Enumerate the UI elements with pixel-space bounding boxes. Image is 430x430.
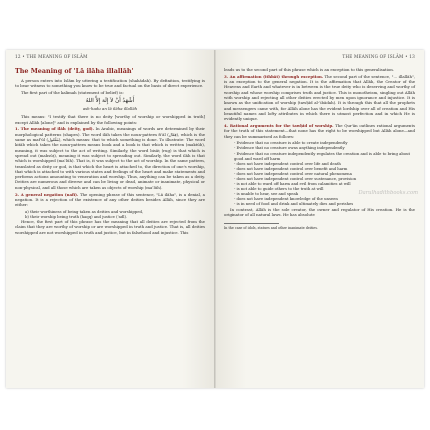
right-page: [215, 50, 424, 388]
gutter: [214, 50, 216, 388]
list-item: - Evidence that no creature is able to create independently: [234, 140, 348, 146]
point-4-body: The Qur'ān outlines rational arguments for the truth of this statement—that none has the right to be worshipped but Allāh alone—and they can be summarised as follows:: [224, 122, 415, 139]
closing-paragraph: In contrast, Allāh is the sole creator, the owner and regulator of His creation. He is the originator of all natural laws. He has absolute: [224, 206, 415, 217]
point-3: [224, 74, 415, 122]
running-header-right: THE MEANING OF ISLĀM • 13: [342, 54, 415, 59]
running-header-left: 12 • THE MEANING OF ISLĀM: [15, 54, 88, 59]
list-item: - is in need of food and drink and ultimately dies and perishes: [234, 201, 354, 207]
list-item: - is not able to ward off harm and evil from calamities at will: [234, 181, 351, 187]
intro-paragraph: A person enters into Islām by uttering a testification (shahādah). By definition, testifying is to bear witness to something you know to be true and factual on the basis of direct experience.: [15, 78, 205, 89]
point-1-body: In Arabic, meanings of words are determined by their morphological patterns (shapes). The word ilāh takes the noun-pattern fiʿāl (فِعَال), which is the same as mafʿūl (مَفْعُول), which means: that to which something is done. To illustrate: The word kitāb which takes the noun-pattern means book and a book is that which is written (maktūb), meaning, it was subject to the act of writing. Similarly, the word bisāṭ (rug) is that which is spread out (mabsūṭ), meaning it was subject to spreading out. Similarly, the word ilāh is that which is worshipped (maʿlūh). That is, it was subject to the act of worship. In the same pattern, translated as deity or god, is that which the heart is attached to, the direction of one's worship, that which is attached to with various states and feelings of the heart and make statements and performs actions amounting to veneration and worship. Thus, anything can be taken as a deity. Deities are numerous and diverse and can be living or dead, animate or inanimate, physical or non-physical, and all those which are taken as objects of worship (maʿlūh).: [15, 126, 206, 190]
first-part-paragraph: The first part of the kalimah (statement of belief) is:: [21, 90, 124, 96]
point-4: [224, 123, 415, 139]
point-1: [15, 126, 205, 190]
point-4-heading: 4. Rational arguments for the tawḥīd of worship.: [224, 122, 334, 128]
footnote: In the case of idols, statues and other inanimate deities.: [224, 226, 318, 231]
list-item: - does not have independent control over sustenance, provision: [234, 176, 357, 182]
evidence-list: [224, 140, 415, 206]
point-2: [15, 192, 205, 208]
section-heading: The Meaning of 'Lā ilāha illallāh': [15, 67, 134, 75]
list-item: - does not have independent knowledge of the unseen: [234, 196, 338, 202]
point-1-heading: 1. The meaning of ilāh (deity, god).: [15, 126, 94, 132]
means-paragraph: This means: "I testify that there is no deity [worthy of worship or worshipped in truth] except Allāh [alone]" and is explained by the following points:: [15, 114, 205, 125]
watermark: Darulhadithbooks.com: [358, 190, 418, 196]
transliteration: ash-hadu an lā ilāha illallāh: [82, 106, 138, 112]
point-3-body: The second part of the sentence, "... illallāh", is an exception to the general negation. It is the affirmation that Allāh, the Creator of the Heavens and Earth and whatever is in between is the true deity who is deserving and worthy of worship and whose worship comprises truth and justice. This is monotheism, singling out Allāh with worship and rejecting all other deities erected by men upon ignorance and injustice. It is known as the unification of worship (tawḥīd al-ʿibādah). It is through this that all the prophets and messengers came with, for Allāh alone has the evident lordship over all of creation and His beautiful names and lofty attributes in which there is utmost perfection and in which He is evidently unique.: [224, 73, 415, 122]
list-item: - does not have independent control over life and death: [234, 160, 341, 166]
list-item: - is not able to guide others to the truth at will: [234, 186, 324, 192]
continuation-paragraph: leads us to the second part of this phrase which is an exception to this generalisation.: [224, 67, 394, 72]
footnote-divider: [224, 223, 279, 224]
list-item: - does not have independent control over natural phenomena: [234, 170, 352, 176]
arabic-shahadah: أَشْهَدُ أَنْ لاَ إِلَهَ إِلاَّ اللهُ: [85, 98, 135, 105]
list-item: - does not have independent control over benefit and harm: [234, 165, 348, 171]
list-item: - is unable to hear, see and speak: [234, 191, 299, 197]
list-item-b: b) their worship being truth (haqq) and justice ('adl).: [25, 214, 128, 220]
point-2-heading: 2. A general negation (nafī).: [15, 191, 79, 197]
list-item: - Evidence that no creature independently regulates the creation and is able to bring about good and ward off harm: [234, 150, 411, 161]
list-item-a: a) their worthiness of being taken as deities and worshipped,: [25, 208, 144, 214]
point-3-heading: 3. An affirmation (ithbāt) through exception.: [224, 73, 324, 79]
point-2-conclusion: Hence, the first part of this phrase has the meaning that all deities are rejected from the claim that they are worthy of worship or are worshipped in truth and justice. That is, all deities worshipped are not worshipped in truth and justice, but in falsehood and injustice. This: [15, 219, 205, 235]
book-spread: [6, 50, 424, 388]
left-page: [6, 50, 215, 388]
list-item: - Evidence that no creature owns anything independently: [234, 145, 345, 151]
point-2-body: The opening phrase of this sentence, "Lā ilāha", is a denial, a negation. It is a rejection of the existence of any other deities besides Allāh, since they are either:: [15, 191, 205, 208]
